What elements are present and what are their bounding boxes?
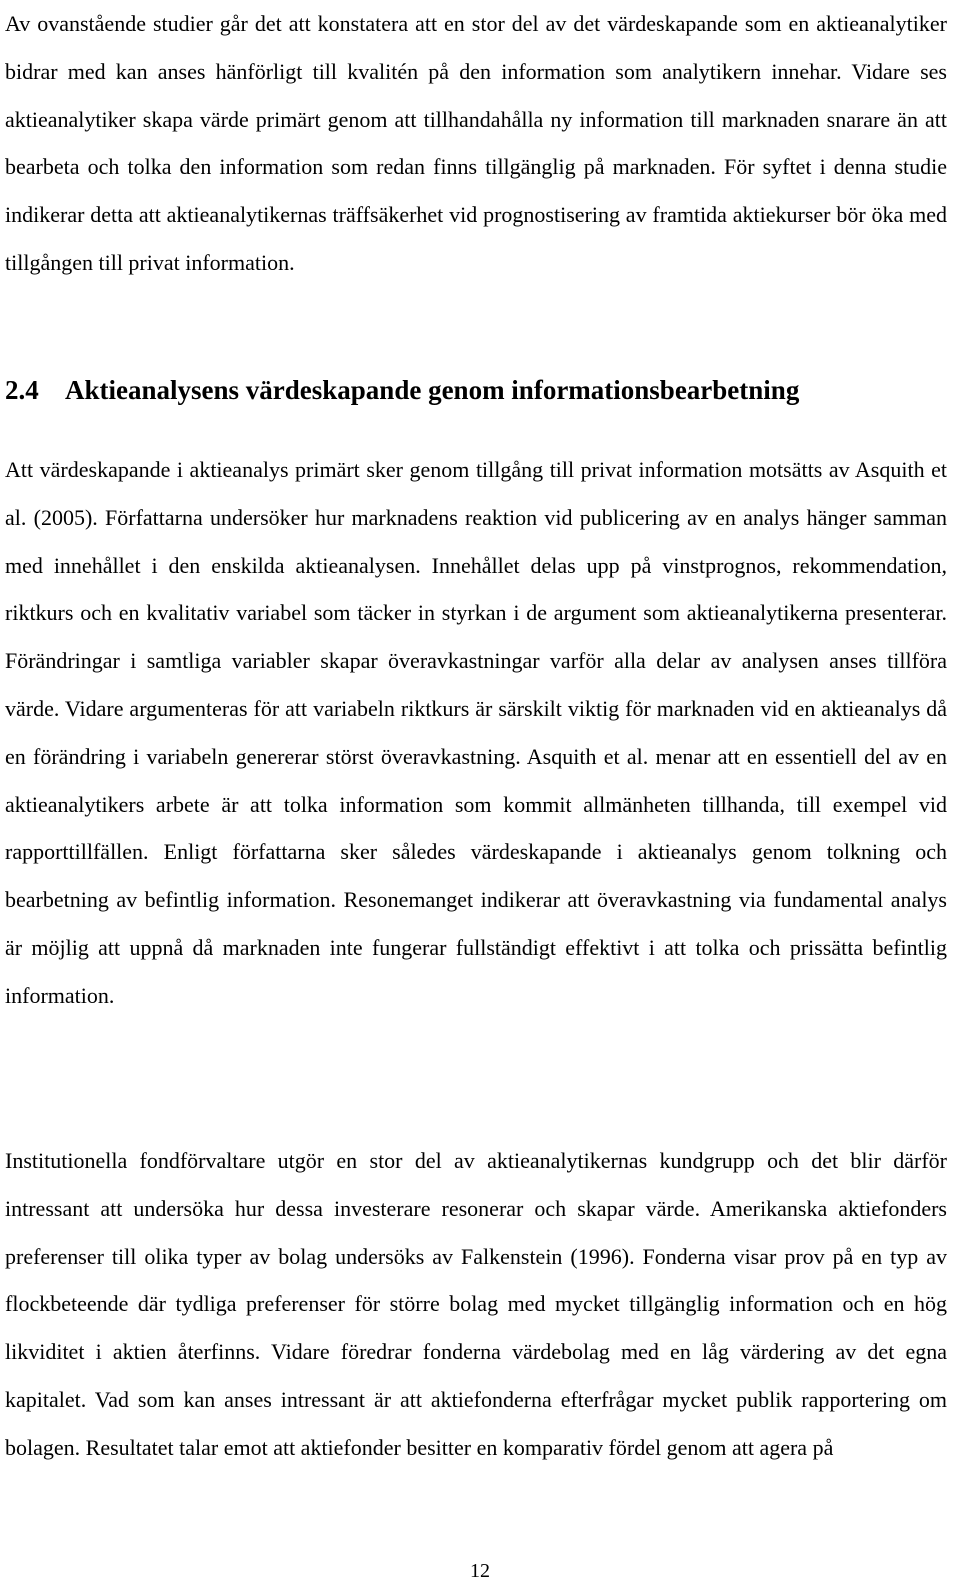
section-title: Aktieanalysens värdeskapande genom informationsbearbetning [65,375,800,405]
body-paragraph-3: Institutionella fondförvaltare utgör en stor del av aktieanalytikernas kundgrupp och det blir därför intressant att undersöka hur dessa investerare resonerar och skapar värde. Amerikanska aktiefonders preferenser till olika typer av bolag undersöks av Falkenstein (1996). Fonderna visar prov på en typ av flockbeteende där tydliga preferenser för större bolag med mycket tillgänglig information och en hög likviditet i aktien återfinns. Vidare föredrar fonderna värdebolag med en låg värdering av det egna kapitalet. Vad som kan anses intressant är att aktiefonderna efterfrågar mycket publik rapportering om bolagen. Resultatet talar emot att aktiefonder besitter en komparativ fördel genom att agera på [5,1148,947,1460]
section-heading [5,366,947,414]
body-paragraph-1: Av ovanstående studier går det att konstatera att en stor del av det värdeskapande som en aktieanalytiker bidrar med kan anses hänförligt till kvalitén på den information som analytikern innehar. Vidare ses aktieanalytiker skapa värde primärt genom att tillhandahålla ny information till marknaden snarare än att bearbeta och tolka den information som redan finns tillgänglig på marknaden. För syftet i denna studie indikerar detta att aktieanalytikernas träffsäkerhet vid prognostisering av framtida aktiekurser bör öka med tillgången till privat information. [5,11,947,275]
section-number: 2.4 [5,375,39,405]
body-paragraph-2: Att värdeskapande i aktieanalys primärt sker genom tillgång till privat information motsätts av Asquith et al. (2005). Författarna undersöker hur marknadens reaktion vid publicering av en analys hänger samman med innehållet i den enskilda aktieanalysen. Innehållet delas upp på vinstprognos, rekommendation, riktkurs och en kvalitativ variabel som täcker in styrkan i de argument som aktieanalytikerna presenterar. Förändringar i samtliga variabler skapar överavkastningar varför alla delar av analysen anses tillföra värde. Vidare argumenteras för att variabeln riktkurs är särskilt viktig för marknaden vid en aktieanalys då en förändring i variabeln genererar störst överavkastning. Asquith et al. menar att en essentiell del av en aktieanalytikers arbete är att tolka information som kommit allmänheten tillhanda, till exempel vid rapporttillfällen. Enligt författarna sker således värdeskapande i aktieanalys genom tolkning och bearbetning av befintlig information. Resonemanget indikerar att överavkastning via fundamental analys är möjlig att uppnå då marknaden inte fungerar fullständigt effektivt i att tolka och prissätta befintlig information. [5,457,947,1008]
page-number: 12 [470,1560,490,1582]
